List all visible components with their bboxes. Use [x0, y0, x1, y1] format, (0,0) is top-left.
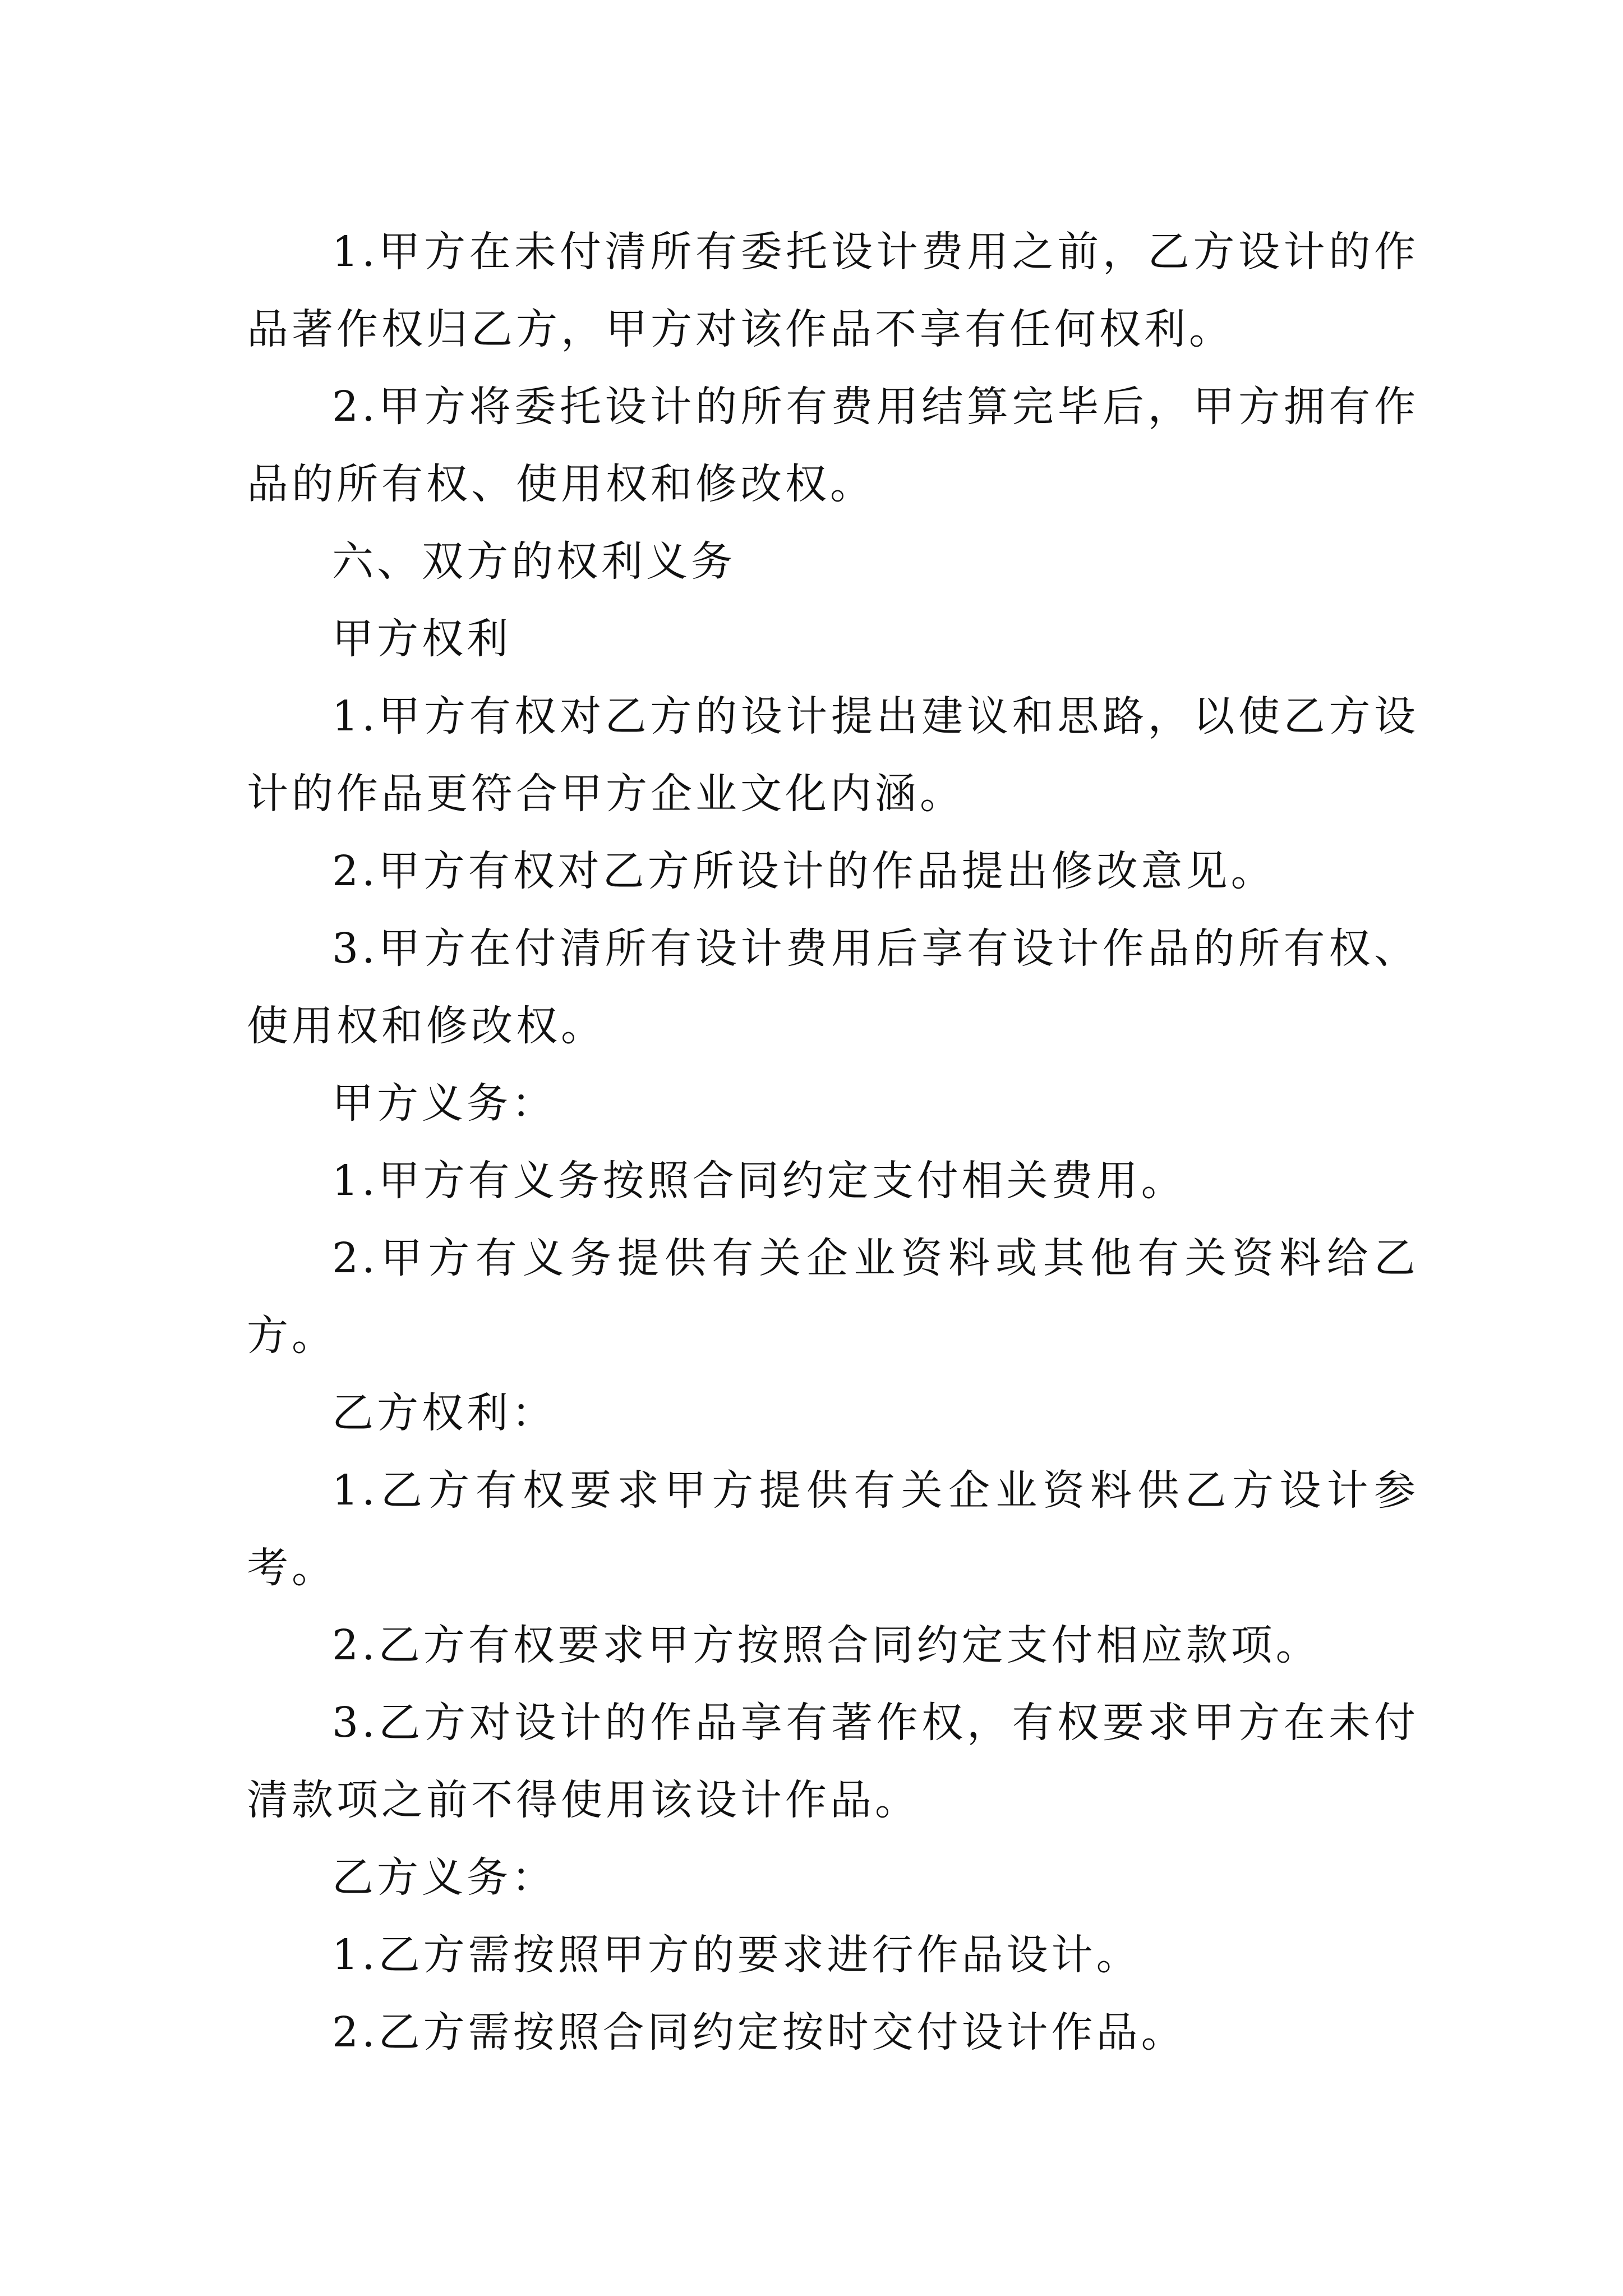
- paragraph-party-a-right-3: 3.甲方在付清所有设计费用后享有设计作品的所有权、使用权和修改权。: [247, 924, 1419, 1050]
- subheading-party-b-obligations: 乙方义务：: [332, 1853, 556, 1902]
- paragraph-party-b-right-1: 1.乙方有权要求甲方提供有关企业资料供乙方设计参考。: [247, 1466, 1419, 1592]
- paragraph-party-b-right-2: 2.乙方有权要求甲方按照合同约定支付相应款项。: [332, 1621, 1321, 1669]
- paragraph-party-a-right-2: 2.甲方有权对乙方所设计的作品提出修改意见。: [332, 847, 1276, 895]
- subheading-party-a-obligations: 甲方义务：: [332, 1079, 556, 1128]
- paragraph-party-b-obligation-1: 1.乙方需按照甲方的要求进行作品设计。: [332, 1931, 1141, 1979]
- paragraph-party-a-obligation-2: 2.甲方有义务提供有关企业资料或其他有关资料给乙方。: [247, 1234, 1419, 1360]
- paragraph-ownership-after-payment: 2.甲方将委托设计的所有费用结算完毕后，甲方拥有作品的所有权、使用权和修改权。: [247, 383, 1419, 508]
- paragraph-party-a-obligation-1: 1.甲方有义务按照合同约定支付相关费用。: [332, 1157, 1186, 1205]
- document-body: [247, 213, 1419, 2071]
- section-heading-rights-obligations: 六、双方的权利义务: [332, 537, 736, 586]
- paragraph-party-b-obligation-2: 2.乙方需按照合同约定按时交付设计作品。: [332, 2008, 1186, 2056]
- subheading-party-b-rights: 乙方权利：: [332, 1389, 556, 1437]
- paragraph-copyright-before-payment: 1.甲方在未付清所有委托设计费用之前，乙方设计的作品著作权归乙方，甲方对该作品不享有任何权利。: [247, 228, 1419, 353]
- paragraph-party-b-right-3: 3.乙方对设计的作品享有著作权，有权要求甲方在未付清款项之前不得使用该设计作品。: [247, 1699, 1419, 1824]
- paragraph-party-a-right-1: 1.甲方有权对乙方的设计提出建议和思路，以使乙方设计的作品更符合甲方企业文化内涵。: [247, 692, 1419, 818]
- subheading-party-a-rights: 甲方权利: [332, 615, 511, 663]
